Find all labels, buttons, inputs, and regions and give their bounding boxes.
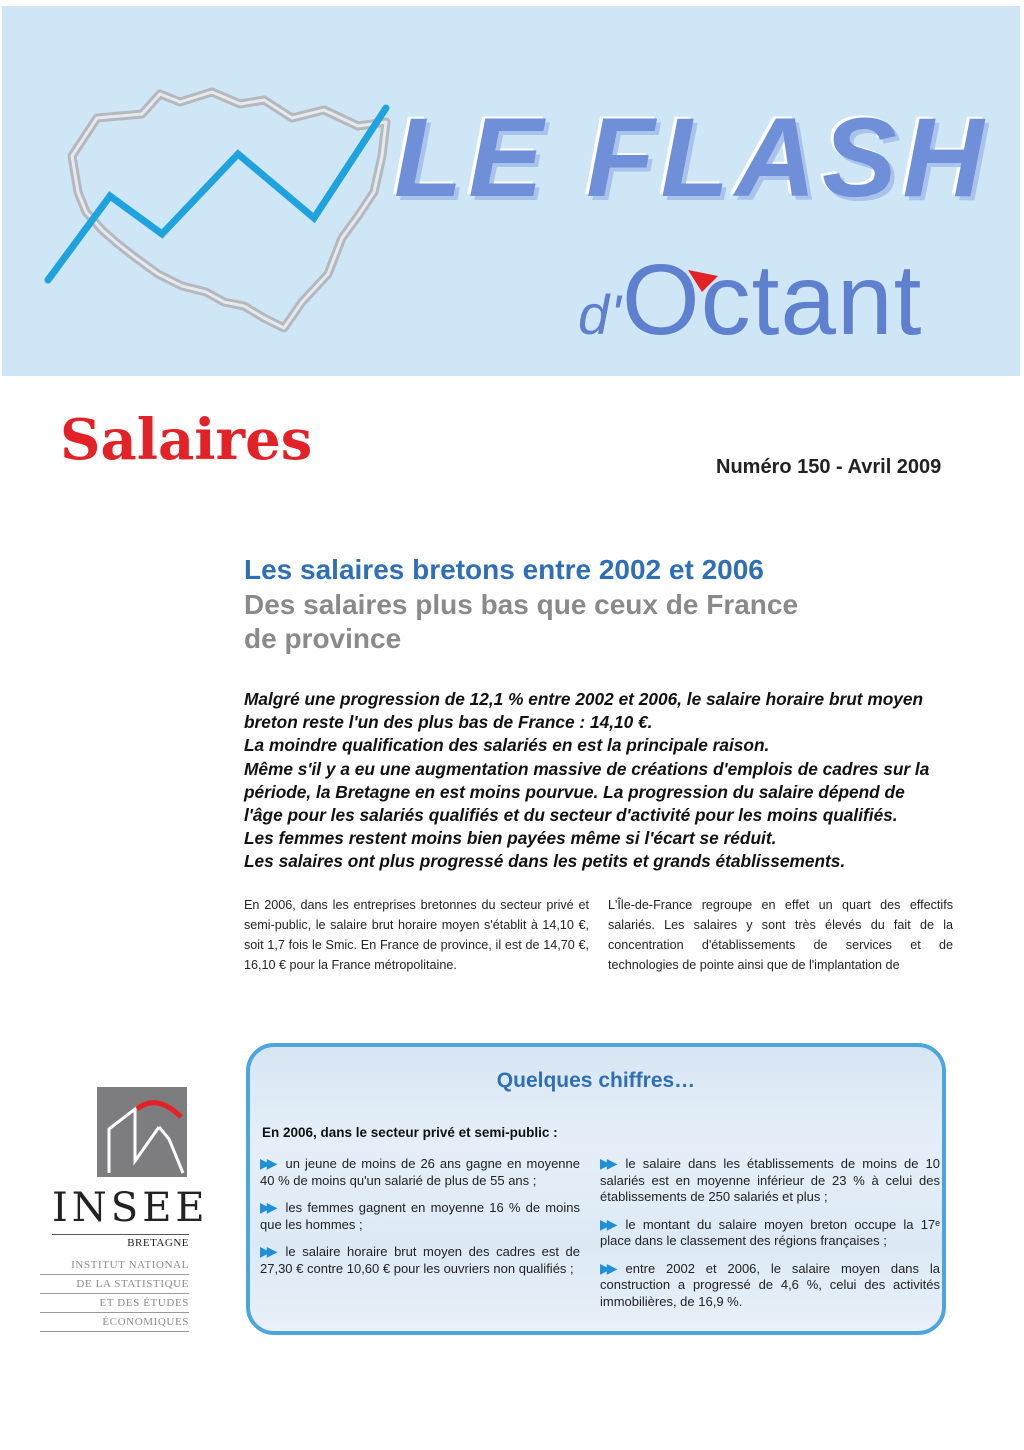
body-text: En 2006, dans les entreprises bretonnes du secteur privé et semi-public, le salaire brut horaire moyen s'établit à 14,10 €, soit 1,7 fois le Smic. En France de province, il est de 14,70 €, 16,10 € pour la France métropolitaine. [244, 898, 589, 972]
double-arrow-icon: ▶▶ [260, 1199, 274, 1215]
brittany-outline [72, 92, 386, 328]
issue-number: Numéro 150 - Avril 2009 [716, 456, 942, 478]
insee-tagline [40, 1256, 189, 1332]
insee-name: INSEE [52, 1185, 209, 1231]
lead-paragraph: Malgré une progression de 12,1 % entre 2002 et 2006, le salaire horaire brut moyen breton reste l'un des plus bas de France : 14,10 €. [244, 689, 924, 733]
section-label: Salaires [60, 407, 313, 473]
double-arrow-icon: ▶▶ [260, 1243, 274, 1259]
list-item: ▶▶ le salaire dans les établissements de moins de 10 salariés est en moyenne inférieur de 23 % à celui des établissements de 250 salariés et plus ; [600, 1155, 940, 1204]
list-item: ▶▶ le salaire horaire brut moyen des cadres est de 27,30 € contre 10,60 € pour les ouvriers non qualifiés ; [260, 1243, 580, 1276]
lead-paragraph: Les salaires ont plus progressé dans les petits et grands établissements. [244, 851, 846, 872]
body-column-left [244, 895, 589, 975]
double-arrow-icon: ▶▶ [600, 1215, 614, 1232]
article-lead [244, 688, 934, 874]
masthead-title: LE FLASH [394, 95, 990, 220]
key-figures-box [246, 1043, 946, 1335]
insee-tagline-line: ÉCONOMIQUES [40, 1313, 189, 1332]
body-column-right [608, 895, 953, 975]
insee-tagline-line: DE LA STATISTIQUE [40, 1275, 189, 1294]
figures-list-right [600, 1155, 940, 1320]
lead-paragraph: Même s'il y a eu une augmentation massive de créations d'emplois de cadres sur la période, la Bretagne en est moins pourvue. La progression du salaire dépend de l'âge pour les salariés qualifiés et du secteur d'activité pour les moins qualifiés. [244, 758, 930, 826]
double-arrow-icon: ▶▶ [260, 1155, 274, 1171]
masthead-banner [2, 6, 1020, 376]
lead-paragraph: La moindre qualification des salariés en est la principale raison. [244, 735, 770, 756]
insee-tagline-line: ET DES ÉTUDES [40, 1294, 189, 1313]
article-headline: Les salaires bretons entre 2002 et 2006 [244, 554, 764, 585]
double-arrow-icon: ▶▶ [600, 1259, 614, 1276]
list-item: ▶▶ le montant du salaire moyen breton occupe la 17ᵉ place dans le classement des régions françaises ; [600, 1215, 940, 1248]
figures-list-left [260, 1155, 580, 1287]
double-arrow-icon: ▶▶ [600, 1155, 614, 1171]
insee-logo-icon [97, 1087, 187, 1177]
box-intro: En 2006, dans le secteur privé et semi-public : [262, 1125, 558, 1140]
lead-paragraph: Les femmes restent moins bien payées même si l'écart se réduit. [244, 828, 777, 849]
masthead-subtitle [578, 244, 923, 356]
masthead-subtitle-main: Octant [621, 244, 923, 356]
list-item: ▶▶ un jeune de moins de 26 ans gagne en moyenne 40 % de moins qu'un salarié de plus de 55 ans ; [260, 1155, 580, 1188]
body-text: L'Île-de-France regroupe en effet un quart des effectifs salariés. Les salaires y sont très élevés du fait de la concentration d'établissements de services et de technologies de pointe ainsi que de l'implantation de [608, 898, 953, 972]
insee-region: BRETAGNE [52, 1234, 189, 1249]
box-title: Quelques chiffres… [496, 1069, 696, 1092]
list-item: ▶▶ les femmes gagnent en moyenne 16 % de moins que les hommes ; [260, 1199, 580, 1232]
article-subheadline: Des salaires plus bas que ceux de France de province [244, 589, 799, 655]
insee-tagline-line: INSTITUT NATIONAL [40, 1256, 189, 1275]
masthead-subtitle-prefix: d' [578, 283, 622, 346]
list-item: ▶▶ entre 2002 et 2006, le salaire moyen dans la construction a progressé de 4,6 %, celui des activités immobilières, de 16,9 %. [600, 1259, 940, 1309]
